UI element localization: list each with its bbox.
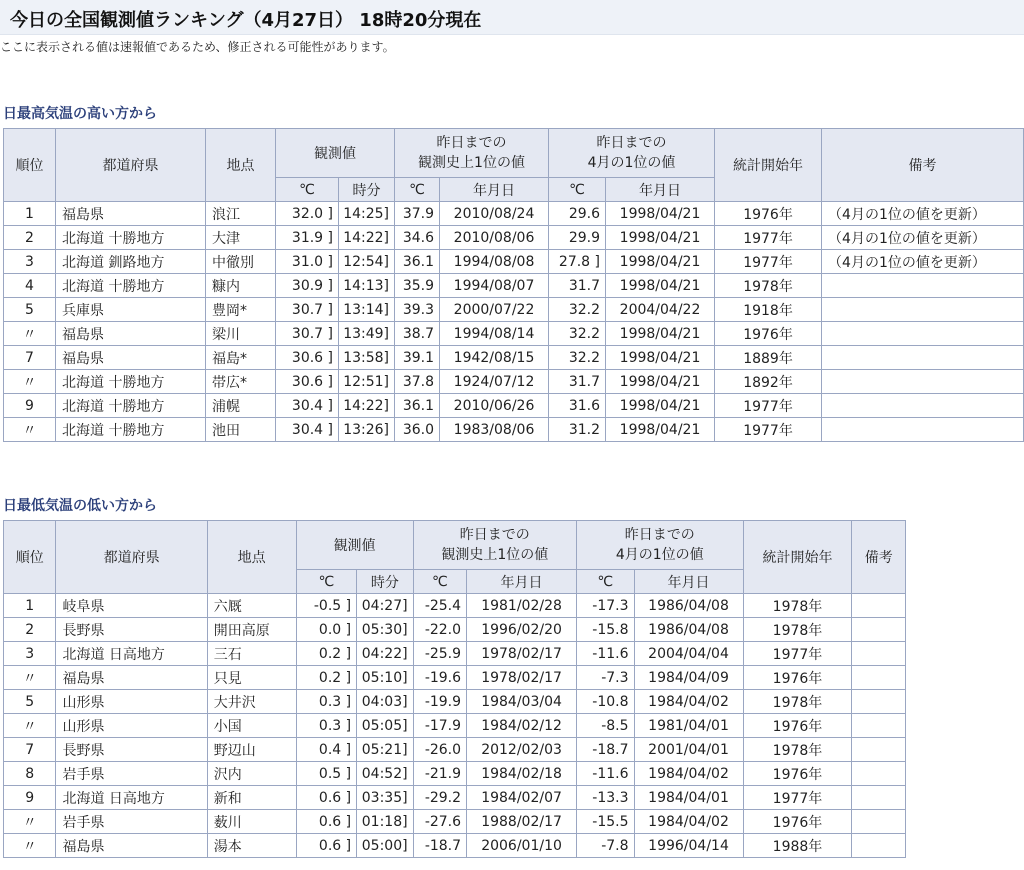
start-year-cell: 1977年	[715, 226, 822, 250]
observed-time-cell: 05:10]	[357, 666, 413, 690]
table-row	[4, 594, 906, 618]
table-row	[4, 226, 1024, 250]
april-date-cell: 1986/04/08	[634, 594, 743, 618]
prefecture-cell: 北海道 十勝地方	[56, 274, 206, 298]
record-date-cell: 1994/08/07	[440, 274, 549, 298]
start-year-cell: 1988年	[743, 834, 852, 858]
observed-value-cell: 0.6 ]	[296, 834, 357, 858]
rank-cell: 〃	[4, 666, 56, 690]
april-value-cell: -15.8	[577, 618, 635, 642]
record-date-cell: 1981/02/28	[467, 594, 577, 618]
record-value-cell: -25.9	[413, 642, 466, 666]
april-date-cell: 1998/04/21	[606, 202, 715, 226]
station-cell: 六厩	[207, 594, 296, 618]
table-row	[4, 834, 906, 858]
start-year-cell: 1976年	[715, 202, 822, 226]
april-date-cell: 1984/04/02	[634, 762, 743, 786]
col-all-time-record	[395, 129, 549, 178]
april-date-cell: 2001/04/01	[634, 738, 743, 762]
rank-cell: 5	[4, 690, 56, 714]
col-april-record-line1: 昨日までの	[624, 527, 695, 543]
observed-value-cell: 31.0 ]	[276, 250, 339, 274]
rank-cell: 7	[4, 738, 56, 762]
rank-cell: 4	[4, 274, 56, 298]
record-value-cell: 36.1	[395, 394, 440, 418]
record-value-cell: 38.7	[395, 322, 440, 346]
april-value-cell: -11.6	[577, 762, 635, 786]
rank-cell: 8	[4, 762, 56, 786]
start-year-cell: 1977年	[715, 394, 822, 418]
remarks-cell: （4月の1位の値を更新）	[822, 202, 1024, 226]
high-temp-table	[3, 128, 1024, 442]
record-value-cell: -29.2	[413, 786, 466, 810]
prefecture-cell: 福島県	[56, 346, 206, 370]
observed-value-cell: 0.2 ]	[296, 666, 357, 690]
station-cell: 大井沢	[207, 690, 296, 714]
col-start-year: 統計開始年	[743, 521, 852, 594]
april-date-cell: 1984/04/02	[634, 690, 743, 714]
col-april-record	[549, 129, 715, 178]
prefecture-cell: 山形県	[56, 690, 207, 714]
col-april-record-line2: 4月の1位の値	[587, 155, 676, 171]
remarks-cell	[822, 274, 1024, 298]
observed-value-cell: -0.5 ]	[296, 594, 357, 618]
table-row	[4, 786, 906, 810]
observed-time-cell: 14:25]	[339, 202, 395, 226]
prefecture-cell: 岩手県	[56, 762, 207, 786]
prefecture-cell: 長野県	[56, 738, 207, 762]
record-date-cell: 1984/02/12	[467, 714, 577, 738]
station-cell: 開田高原	[207, 618, 296, 642]
observed-time-cell: 13:26]	[339, 418, 395, 442]
remarks-cell	[822, 394, 1024, 418]
april-value-cell: 31.2	[549, 418, 606, 442]
april-value-cell: -18.7	[577, 738, 635, 762]
prefecture-cell: 岐阜県	[56, 594, 207, 618]
rank-cell: 5	[4, 298, 56, 322]
remarks-cell: （4月の1位の値を更新）	[822, 250, 1024, 274]
remarks-cell	[852, 834, 906, 858]
station-cell: 浦幌	[206, 394, 276, 418]
subcol-observed-deg: ℃	[296, 570, 357, 594]
start-year-cell: 1977年	[743, 642, 852, 666]
prefecture-cell: 福島県	[56, 666, 207, 690]
record-date-cell: 2010/08/24	[440, 202, 549, 226]
april-value-cell: 32.2	[549, 322, 606, 346]
observed-time-cell: 13:58]	[339, 346, 395, 370]
record-value-cell: 37.8	[395, 370, 440, 394]
col-rank: 順位	[4, 129, 56, 202]
remarks-cell	[852, 690, 906, 714]
start-year-cell: 1978年	[743, 690, 852, 714]
remarks-cell	[852, 666, 906, 690]
start-year-cell: 1978年	[743, 594, 852, 618]
record-value-cell: 39.3	[395, 298, 440, 322]
start-year-cell: 1892年	[715, 370, 822, 394]
prefecture-cell: 北海道 十勝地方	[56, 394, 206, 418]
observed-value-cell: 0.5 ]	[296, 762, 357, 786]
rank-cell: 〃	[4, 322, 56, 346]
rank-cell: 9	[4, 394, 56, 418]
subcol-observed-time: 時分	[357, 570, 413, 594]
record-date-cell: 2006/01/10	[467, 834, 577, 858]
record-date-cell: 1994/08/14	[440, 322, 549, 346]
remarks-cell	[852, 786, 906, 810]
table-row	[4, 618, 906, 642]
col-all-time-record-line1: 昨日までの	[436, 135, 507, 151]
observed-time-cell: 12:54]	[339, 250, 395, 274]
station-cell: 只見	[207, 666, 296, 690]
subcol-record-deg: ℃	[395, 178, 440, 202]
remarks-cell	[852, 714, 906, 738]
april-date-cell: 1998/04/21	[606, 346, 715, 370]
table-row	[4, 202, 1024, 226]
start-year-cell: 1978年	[743, 618, 852, 642]
start-year-cell: 1918年	[715, 298, 822, 322]
april-value-cell: -17.3	[577, 594, 635, 618]
station-cell: 中徹別	[206, 250, 276, 274]
record-value-cell: 36.1	[395, 250, 440, 274]
observed-value-cell: 0.4 ]	[296, 738, 357, 762]
record-date-cell: 1984/02/18	[467, 762, 577, 786]
station-cell: 豊岡*	[206, 298, 276, 322]
april-value-cell: -10.8	[577, 690, 635, 714]
prefecture-cell: 兵庫県	[56, 298, 206, 322]
observed-time-cell: 05:00]	[357, 834, 413, 858]
prefecture-cell: 北海道 日高地方	[56, 786, 207, 810]
observed-value-cell: 30.4 ]	[276, 394, 339, 418]
table-row	[4, 298, 1024, 322]
subcol-observed-deg: ℃	[276, 178, 339, 202]
observed-time-cell: 14:22]	[339, 394, 395, 418]
april-date-cell: 1984/04/01	[634, 786, 743, 810]
record-date-cell: 1994/08/08	[440, 250, 549, 274]
subcol-record-deg: ℃	[413, 570, 466, 594]
record-date-cell: 1942/08/15	[440, 346, 549, 370]
record-date-cell: 2000/07/22	[440, 298, 549, 322]
observed-time-cell: 01:18]	[357, 810, 413, 834]
remarks-cell	[822, 346, 1024, 370]
table-row	[4, 274, 1024, 298]
april-value-cell: -15.5	[577, 810, 635, 834]
observed-time-cell: 13:14]	[339, 298, 395, 322]
april-date-cell: 1981/04/01	[634, 714, 743, 738]
rank-cell: 〃	[4, 418, 56, 442]
observed-time-cell: 14:22]	[339, 226, 395, 250]
april-value-cell: 32.2	[549, 346, 606, 370]
rank-cell: 2	[4, 226, 56, 250]
record-date-cell: 1924/07/12	[440, 370, 549, 394]
start-year-cell: 1978年	[743, 738, 852, 762]
april-value-cell: 32.2	[549, 298, 606, 322]
page-title: 今日の全国観測値ランキング（4月27日） 18時20分現在	[10, 10, 482, 31]
april-date-cell: 1986/04/08	[634, 618, 743, 642]
rank-cell: 〃	[4, 370, 56, 394]
remarks-cell	[852, 642, 906, 666]
observed-time-cell: 05:30]	[357, 618, 413, 642]
rank-cell: 〃	[4, 714, 56, 738]
station-cell: 梁川	[206, 322, 276, 346]
subcol-april-date: 年月日	[606, 178, 715, 202]
col-observed: 観測値	[276, 129, 395, 178]
april-date-cell: 1996/04/14	[634, 834, 743, 858]
april-date-cell: 2004/04/04	[634, 642, 743, 666]
col-all-time-record	[413, 521, 576, 570]
prefecture-cell: 北海道 十勝地方	[56, 418, 206, 442]
col-remarks: 備考	[852, 521, 906, 594]
remarks-cell	[852, 762, 906, 786]
subcol-april-date: 年月日	[634, 570, 743, 594]
observed-time-cell: 05:05]	[357, 714, 413, 738]
observed-value-cell: 0.0 ]	[296, 618, 357, 642]
april-value-cell: -13.3	[577, 786, 635, 810]
col-station: 地点	[207, 521, 296, 594]
subcol-observed-time: 時分	[339, 178, 395, 202]
record-value-cell: -17.9	[413, 714, 466, 738]
record-value-cell: 34.6	[395, 226, 440, 250]
april-value-cell: 31.7	[549, 370, 606, 394]
col-all-time-record-line2: 観測史上1位の値	[418, 155, 525, 171]
station-cell: 三石	[207, 642, 296, 666]
remarks-cell	[822, 370, 1024, 394]
remarks-cell: （4月の1位の値を更新）	[822, 226, 1024, 250]
start-year-cell: 1978年	[715, 274, 822, 298]
observed-time-cell: 05:21]	[357, 738, 413, 762]
record-value-cell: -25.4	[413, 594, 466, 618]
station-cell: 浪江	[206, 202, 276, 226]
col-remarks: 備考	[822, 129, 1024, 202]
record-date-cell: 2012/02/03	[467, 738, 577, 762]
record-value-cell: -19.6	[413, 666, 466, 690]
prefecture-cell: 山形県	[56, 714, 207, 738]
low-temp-heading: 日最低気温の低い方から	[3, 498, 157, 514]
station-cell: 薮川	[207, 810, 296, 834]
april-value-cell: 29.9	[549, 226, 606, 250]
table-row	[4, 690, 906, 714]
col-prefecture: 都道府県	[56, 521, 207, 594]
high-temp-heading: 日最高気温の高い方から	[3, 106, 157, 122]
observed-value-cell: 0.6 ]	[296, 810, 357, 834]
observed-value-cell: 32.0 ]	[276, 202, 339, 226]
record-value-cell: -22.0	[413, 618, 466, 642]
col-all-time-record-line1: 昨日までの	[459, 527, 530, 543]
observed-time-cell: 04:27]	[357, 594, 413, 618]
april-date-cell: 1998/04/21	[606, 226, 715, 250]
col-april-record-line1: 昨日までの	[596, 135, 667, 151]
record-value-cell: 39.1	[395, 346, 440, 370]
start-year-cell: 1977年	[743, 786, 852, 810]
table-row	[4, 418, 1024, 442]
table-row	[4, 346, 1024, 370]
observed-value-cell: 0.6 ]	[296, 786, 357, 810]
observed-time-cell: 03:35]	[357, 786, 413, 810]
col-rank: 順位	[4, 521, 56, 594]
col-start-year: 統計開始年	[715, 129, 822, 202]
prefecture-cell: 岩手県	[56, 810, 207, 834]
april-value-cell: 31.7	[549, 274, 606, 298]
subcol-record-date: 年月日	[467, 570, 577, 594]
rank-cell: 7	[4, 346, 56, 370]
start-year-cell: 1976年	[743, 666, 852, 690]
april-value-cell: 31.6	[549, 394, 606, 418]
april-date-cell: 1998/04/21	[606, 394, 715, 418]
start-year-cell: 1889年	[715, 346, 822, 370]
start-year-cell: 1977年	[715, 250, 822, 274]
record-date-cell: 2010/08/06	[440, 226, 549, 250]
start-year-cell: 1976年	[743, 762, 852, 786]
observed-value-cell: 30.9 ]	[276, 274, 339, 298]
preliminary-notice: ここに表示される値は速報値であるため、修正される可能性があります。	[0, 40, 395, 54]
start-year-cell: 1976年	[743, 810, 852, 834]
rank-cell: 3	[4, 250, 56, 274]
col-all-time-record-line2: 観測史上1位の値	[441, 547, 549, 563]
table-row	[4, 738, 906, 762]
rank-cell: 2	[4, 618, 56, 642]
table-row	[4, 810, 906, 834]
col-prefecture: 都道府県	[56, 129, 206, 202]
table-row	[4, 714, 906, 738]
record-date-cell: 1996/02/20	[467, 618, 577, 642]
observed-time-cell: 04:03]	[357, 690, 413, 714]
april-value-cell: 29.6	[549, 202, 606, 226]
record-value-cell: 36.0	[395, 418, 440, 442]
remarks-cell	[822, 322, 1024, 346]
record-value-cell: -21.9	[413, 762, 466, 786]
table-row	[4, 370, 1024, 394]
start-year-cell: 1977年	[715, 418, 822, 442]
prefecture-cell: 北海道 十勝地方	[56, 226, 206, 250]
rank-cell: 9	[4, 786, 56, 810]
observed-time-cell: 04:22]	[357, 642, 413, 666]
prefecture-cell: 北海道 釧路地方	[56, 250, 206, 274]
observed-value-cell: 30.7 ]	[276, 298, 339, 322]
prefecture-cell: 北海道 十勝地方	[56, 370, 206, 394]
record-value-cell: -19.9	[413, 690, 466, 714]
record-date-cell: 2010/06/26	[440, 394, 549, 418]
record-value-cell: -26.0	[413, 738, 466, 762]
table-row	[4, 250, 1024, 274]
station-cell: 野辺山	[207, 738, 296, 762]
remarks-cell	[852, 738, 906, 762]
remarks-cell	[852, 810, 906, 834]
rank-cell: 3	[4, 642, 56, 666]
start-year-cell: 1976年	[715, 322, 822, 346]
table-row	[4, 762, 906, 786]
april-value-cell: -7.8	[577, 834, 635, 858]
subcol-april-deg: ℃	[549, 178, 606, 202]
station-cell: 湯本	[207, 834, 296, 858]
record-date-cell: 1983/08/06	[440, 418, 549, 442]
remarks-cell	[822, 298, 1024, 322]
record-date-cell: 1988/02/17	[467, 810, 577, 834]
remarks-cell	[852, 594, 906, 618]
record-value-cell: -27.6	[413, 810, 466, 834]
rank-cell: 1	[4, 594, 56, 618]
station-cell: 帯広*	[206, 370, 276, 394]
prefecture-cell: 福島県	[56, 202, 206, 226]
record-value-cell: 35.9	[395, 274, 440, 298]
observed-value-cell: 30.7 ]	[276, 322, 339, 346]
table-row	[4, 666, 906, 690]
rank-cell: 〃	[4, 834, 56, 858]
subcol-april-deg: ℃	[577, 570, 635, 594]
record-date-cell: 1984/02/07	[467, 786, 577, 810]
remarks-cell	[822, 418, 1024, 442]
table-row	[4, 322, 1024, 346]
april-value-cell: -11.6	[577, 642, 635, 666]
title-bar	[0, 0, 1024, 35]
prefecture-cell: 北海道 日高地方	[56, 642, 207, 666]
start-year-cell: 1976年	[743, 714, 852, 738]
record-value-cell: -18.7	[413, 834, 466, 858]
table-row	[4, 642, 906, 666]
subcol-record-date: 年月日	[440, 178, 549, 202]
observed-value-cell: 0.3 ]	[296, 690, 357, 714]
observed-value-cell: 0.2 ]	[296, 642, 357, 666]
observed-time-cell: 04:52]	[357, 762, 413, 786]
prefecture-cell: 長野県	[56, 618, 207, 642]
april-date-cell: 1998/04/21	[606, 274, 715, 298]
april-date-cell: 1998/04/21	[606, 370, 715, 394]
col-april-record	[577, 521, 743, 570]
col-station: 地点	[206, 129, 276, 202]
station-cell: 糠内	[206, 274, 276, 298]
observed-time-cell: 14:13]	[339, 274, 395, 298]
observed-time-cell: 13:49]	[339, 322, 395, 346]
prefecture-cell: 福島県	[56, 322, 206, 346]
april-date-cell: 1998/04/21	[606, 250, 715, 274]
station-cell: 福島*	[206, 346, 276, 370]
station-cell: 池田	[206, 418, 276, 442]
april-value-cell: 27.8 ]	[549, 250, 606, 274]
record-date-cell: 1978/02/17	[467, 642, 577, 666]
col-april-record-line2: 4月の1位の値	[615, 547, 704, 563]
observed-value-cell: 30.4 ]	[276, 418, 339, 442]
april-value-cell: -7.3	[577, 666, 635, 690]
prefecture-cell: 福島県	[56, 834, 207, 858]
low-temp-table	[3, 520, 906, 858]
april-date-cell: 1998/04/21	[606, 322, 715, 346]
observed-value-cell: 30.6 ]	[276, 346, 339, 370]
station-cell: 大津	[206, 226, 276, 250]
observed-time-cell: 12:51]	[339, 370, 395, 394]
station-cell: 沢内	[207, 762, 296, 786]
table-row	[4, 394, 1024, 418]
april-value-cell: -8.5	[577, 714, 635, 738]
april-date-cell: 1998/04/21	[606, 418, 715, 442]
april-date-cell: 1984/04/02	[634, 810, 743, 834]
rank-cell: 〃	[4, 810, 56, 834]
col-observed: 観測値	[296, 521, 413, 570]
station-cell: 小国	[207, 714, 296, 738]
observed-value-cell: 31.9 ]	[276, 226, 339, 250]
station-cell: 新和	[207, 786, 296, 810]
record-value-cell: 37.9	[395, 202, 440, 226]
observed-value-cell: 0.3 ]	[296, 714, 357, 738]
april-date-cell: 1984/04/09	[634, 666, 743, 690]
rank-cell: 1	[4, 202, 56, 226]
april-date-cell: 2004/04/22	[606, 298, 715, 322]
record-date-cell: 1978/02/17	[467, 666, 577, 690]
record-date-cell: 1984/03/04	[467, 690, 577, 714]
remarks-cell	[852, 618, 906, 642]
observed-value-cell: 30.6 ]	[276, 370, 339, 394]
